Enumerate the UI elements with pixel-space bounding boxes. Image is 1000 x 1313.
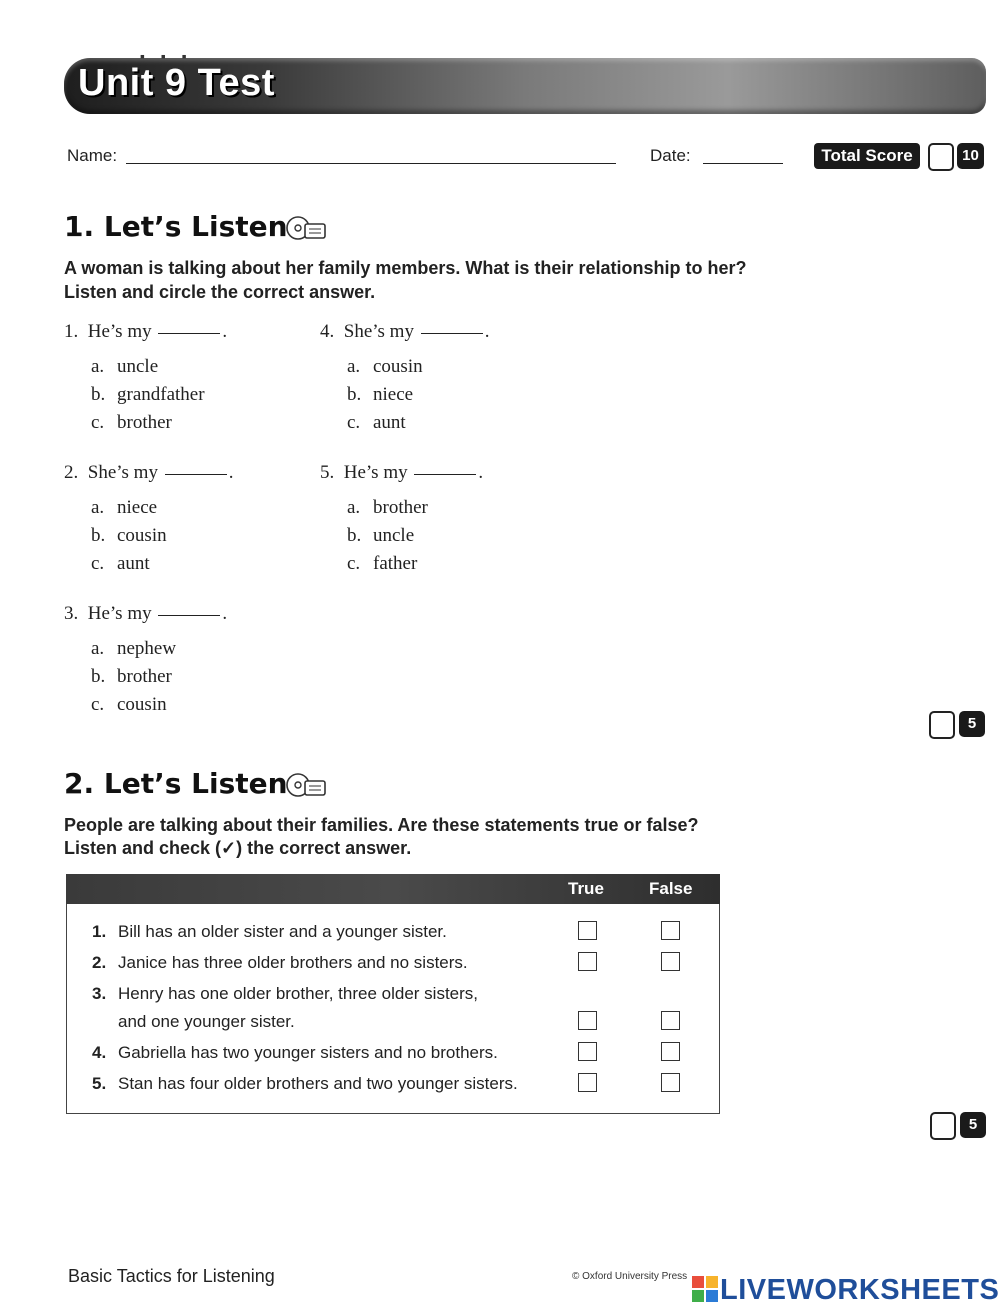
false-checkbox-4[interactable] bbox=[661, 1042, 680, 1061]
watermark[interactable]: LIVEWORKSHEETS bbox=[720, 1274, 1000, 1306]
option-4a[interactable]: a. cousin bbox=[347, 356, 423, 377]
row-number: 1. bbox=[92, 922, 107, 941]
answer-blank bbox=[158, 614, 220, 616]
footer-copyright: © Oxford University Press bbox=[572, 1271, 688, 1282]
question-1: 1. He’s my . bbox=[64, 321, 228, 342]
option-5c[interactable]: c. father bbox=[347, 553, 418, 574]
answer-blank bbox=[421, 332, 483, 334]
date-label: Date: bbox=[650, 146, 691, 165]
true-checkbox-1[interactable] bbox=[578, 921, 597, 940]
option-1c[interactable]: c. brother bbox=[91, 412, 172, 433]
row-number: 5. bbox=[92, 1074, 107, 1093]
question-3: 3. He’s my . bbox=[64, 603, 228, 624]
section2-score-input[interactable] bbox=[930, 1112, 956, 1140]
option-2b[interactable]: b. cousin bbox=[91, 525, 167, 546]
date-field[interactable] bbox=[703, 163, 783, 164]
question-5: 5. He’s my . bbox=[320, 462, 484, 483]
section1-title: 1. Let’s Listen bbox=[64, 210, 288, 243]
statement-4: Gabriella has two younger sisters and no brothers. bbox=[118, 1043, 498, 1062]
section1-score-max: 5 bbox=[959, 711, 985, 737]
option-3b[interactable]: b. brother bbox=[91, 666, 172, 687]
footer-book-title: Basic Tactics for Listening bbox=[68, 1266, 275, 1286]
total-score-label: Total Score bbox=[814, 143, 920, 169]
name-field[interactable] bbox=[126, 163, 616, 164]
row-number: 3. bbox=[92, 984, 107, 1003]
section2-instructions-2: Listen and check (✓) the correct answer. bbox=[64, 838, 412, 858]
total-score-input[interactable] bbox=[928, 143, 954, 171]
section2-title: 2. Let’s Listen bbox=[64, 767, 288, 800]
cd-audio-icon bbox=[285, 214, 327, 242]
section1-score-input[interactable] bbox=[929, 711, 955, 739]
true-checkbox-4[interactable] bbox=[578, 1042, 597, 1061]
statement-5: Stan has four older brothers and two younger sisters. bbox=[118, 1074, 518, 1093]
option-3c[interactable]: c. cousin bbox=[91, 694, 167, 715]
column-true: True bbox=[568, 879, 604, 898]
statement-3-continued: and one younger sister. bbox=[118, 1012, 295, 1031]
statement-2: Janice has three older brothers and no sisters. bbox=[118, 953, 468, 972]
total-score-max: 10 bbox=[957, 143, 984, 169]
option-3a[interactable]: a. nephew bbox=[91, 638, 177, 659]
table-header bbox=[66, 874, 720, 904]
page-title: Unit 9 Test bbox=[78, 62, 275, 104]
section2-instructions-1: People are talking about their families. Are these statements true or false? bbox=[64, 815, 699, 835]
false-checkbox-3[interactable] bbox=[661, 1011, 680, 1030]
option-1b[interactable]: b. grandfather bbox=[91, 384, 205, 405]
column-false: False bbox=[649, 879, 693, 898]
answer-blank bbox=[414, 473, 476, 475]
true-checkbox-2[interactable] bbox=[578, 952, 597, 971]
cd-audio-icon bbox=[285, 771, 327, 799]
statement-1: Bill has an older sister and a younger sister. bbox=[118, 922, 447, 941]
false-checkbox-5[interactable] bbox=[661, 1073, 680, 1092]
section1-instructions-1: A woman is talking about her family members. What is their relationship to her? bbox=[64, 258, 747, 278]
option-4b[interactable]: b. niece bbox=[347, 384, 414, 405]
liveworksheets-logo-icon bbox=[692, 1276, 718, 1302]
row-number: 2. bbox=[92, 953, 107, 972]
row-number: 4. bbox=[92, 1043, 107, 1062]
option-5a[interactable]: a. brother bbox=[347, 497, 428, 518]
banner-decoration: ▪ ▪ ▪ bbox=[140, 48, 193, 64]
false-checkbox-1[interactable] bbox=[661, 921, 680, 940]
option-1a[interactable]: a. uncle bbox=[91, 356, 159, 377]
section1-instructions-2: Listen and circle the correct answer. bbox=[64, 282, 376, 302]
option-2a[interactable]: a. niece bbox=[91, 497, 158, 518]
question-4: 4. She’s my . bbox=[320, 321, 490, 342]
answer-blank bbox=[165, 473, 227, 475]
option-5b[interactable]: b. uncle bbox=[347, 525, 415, 546]
question-2: 2. She’s my . bbox=[64, 462, 234, 483]
statement-3: Henry has one older brother, three older sisters, bbox=[118, 984, 479, 1003]
option-4c[interactable]: c. aunt bbox=[347, 412, 406, 433]
answer-blank bbox=[158, 332, 220, 334]
section2-score-max: 5 bbox=[960, 1112, 986, 1138]
name-label: Name: bbox=[67, 146, 118, 165]
true-checkbox-3[interactable] bbox=[578, 1011, 597, 1030]
false-checkbox-2[interactable] bbox=[661, 952, 680, 971]
option-2c[interactable]: c. aunt bbox=[91, 553, 150, 574]
true-checkbox-5[interactable] bbox=[578, 1073, 597, 1092]
